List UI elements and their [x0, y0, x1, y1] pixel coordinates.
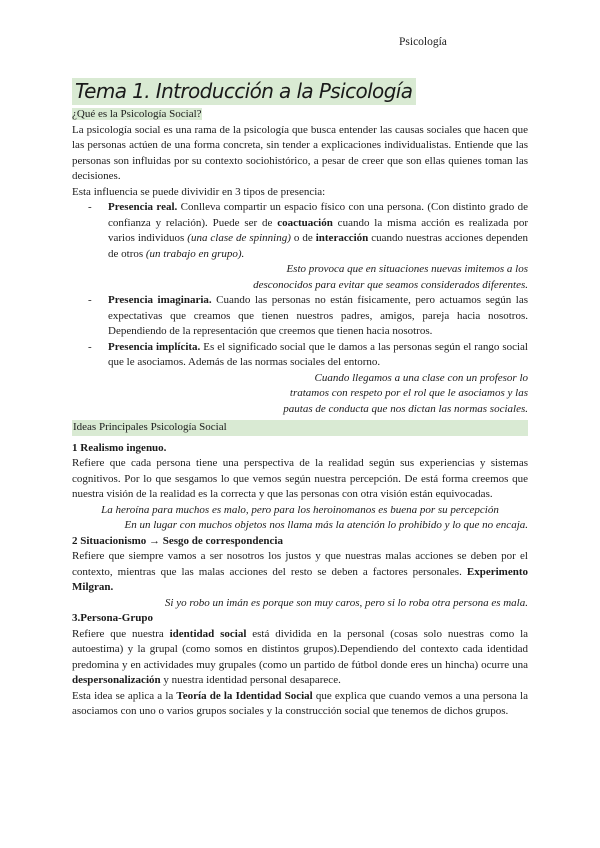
page-header-subject: Psicología: [399, 36, 447, 48]
title-block: [72, 78, 416, 105]
note-line: Cuando llegamos a una clase con un profesor lo: [314, 371, 528, 384]
note-line: Esto provoca que en situaciones nuevas imitemos a los: [286, 263, 528, 275]
note-line: desconocidos para evitar que seamos considerados diferentes.: [253, 278, 528, 291]
idea-heading-situacionismo: 2 Situacionismo → Sesgo de correspondencia: [72, 534, 283, 547]
idea-heading-realismo: 1 Realismo ingenuo.: [72, 441, 167, 454]
list-item-presencia-real: - Presencia real. Conlleva compartir un espacio físico con una persona. (Con distinto grado de confianza y relación). Puede ser de coactuación cuando la misma acción es realizada por varios individuos (una clase de spinning) o de interacción cuando nuestras acciones dependen de otros (un trabajo en grupo). Esto provoca que en situaciones nuevas imitemos a los desconocidos para evitar que seamos considerados diferentes.: [72, 200, 528, 293]
list-item-presencia-implicita: - Presencia implícita. Es el significado social que le damos a las personas según el rango social que le asociamos. Además de las normas sociales del entorno. Cuando llegamos a una clase con un profesor lo tratamos con respeto por el rol que le asociamos y las pautas de conducta que nos dictan las normas sociales.: [72, 340, 528, 418]
list-item-presencia-imaginaria: - Presencia imaginaria. Cuando las personas no están físicamente, pero actuamos según las expectativas que creamos que tienen nuestros padres, amigos, pareja hacia nosotros. Dependiendo de la representación que creemos que tienen hacia nosotros.: [88, 294, 528, 337]
section-heading-psicologia-social: ¿Qué es la Psicología Social?: [72, 108, 202, 120]
document-body: [72, 106, 528, 720]
idea-text-persona-grupo: Refiere que nuestra identidad social está dividida en la personal (cosas solo nuestras como la autoestima) y la grupal (como somos en distintos grupos).Dependiendo del contexto cada identidad predomina y en actividades muy grupales (como un partido de fútbol donde eres un hincha) ocurre una despersonalización y nuestra identidad personal desaparece.: [72, 627, 529, 686]
example-line: En un lugar con muchos objetos nos llama más la atención lo prohibido y lo que no encaja.: [124, 519, 528, 531]
term-teoria-identidad-social: Teoría de la Identidad Social: [176, 689, 313, 702]
page-title: Tema 1. Introducción a la Psicología: [72, 78, 416, 105]
example-line: Si yo robo un imán es porque son muy caros, pero si lo roba otra persona es mala.: [164, 596, 528, 609]
experimento-milgran: Experimento Milgran.: [72, 565, 528, 593]
term-identidad-social: identidad social: [169, 627, 247, 640]
term-despersonalizacion: despersonalización: [72, 674, 161, 686]
term-presencia-implicita: Presencia implícita.: [108, 340, 201, 353]
example-line: La heroína para muchos es malo, pero para los heroinomanos es buena por su percepción: [101, 503, 499, 516]
note-line: tratamos con respeto por el rol que le asociamos y las: [289, 387, 528, 399]
example-spinning: (una clase de spinning): [187, 232, 291, 244]
intro-paragraph: La psicología social es una rama de la psicología que busca entender las causas sociales que hacen que las personas actúen de una forma concreta, sin tender a explicaciones individualistas. Entiende que las personas son influidas por su contexto sociohistórico, a pesar de creer que son ellas quienes toman las decisiones.: [72, 123, 528, 182]
term-presencia-imaginaria: Presencia imaginaria.: [108, 294, 212, 306]
section-heading-ideas-principales: Ideas Principales Psicología Social: [72, 420, 528, 436]
bullet-dash: -: [88, 201, 92, 213]
presence-types-list: [72, 200, 528, 417]
term-interaccion: interacción: [315, 232, 369, 244]
example-trabajo-grupo: (un trabajo en grupo).: [145, 247, 245, 260]
presence-types-intro: Esta influencia se puede divividir en 3 tipos de presencia:: [72, 185, 326, 198]
bullet-dash: -: [88, 340, 92, 353]
idea-heading-persona-grupo: 3.Persona-Grupo: [72, 612, 153, 624]
note-line: pautas de conducta que nos dictan las normas sociales.: [283, 402, 528, 415]
term-coactuacion: coactuación: [277, 216, 333, 229]
idea-text-realismo: Refiere que cada persona tiene una perspectiva de la realidad según sus experiencias y sistemas cognitivos. Por lo que sesgamos lo que vemos según nuestra percepción. De está forma creemos que nuestra visión de la realidad es la correcta y que las personas con otra visión están equivocadas.: [72, 457, 528, 500]
bullet-dash: -: [88, 294, 92, 306]
idea-text-identidad-social: Esta idea se aplica a la Teoría de la Identidad Social que explica que cuando vemos a una persona la asociamos con uno o varios grupos sociales y la construcción social que tenemos de dichos grupos.: [72, 689, 528, 717]
idea-text-situacionismo: Refiere que siempre vamos a ser nosotros los justos y que nuestras malas acciones se deben por el contexto, mientras que las malas acciones del resto se deben a factores personales. Experimento Milgran.: [72, 550, 528, 593]
term-presencia-real: Presencia real.: [108, 201, 178, 213]
